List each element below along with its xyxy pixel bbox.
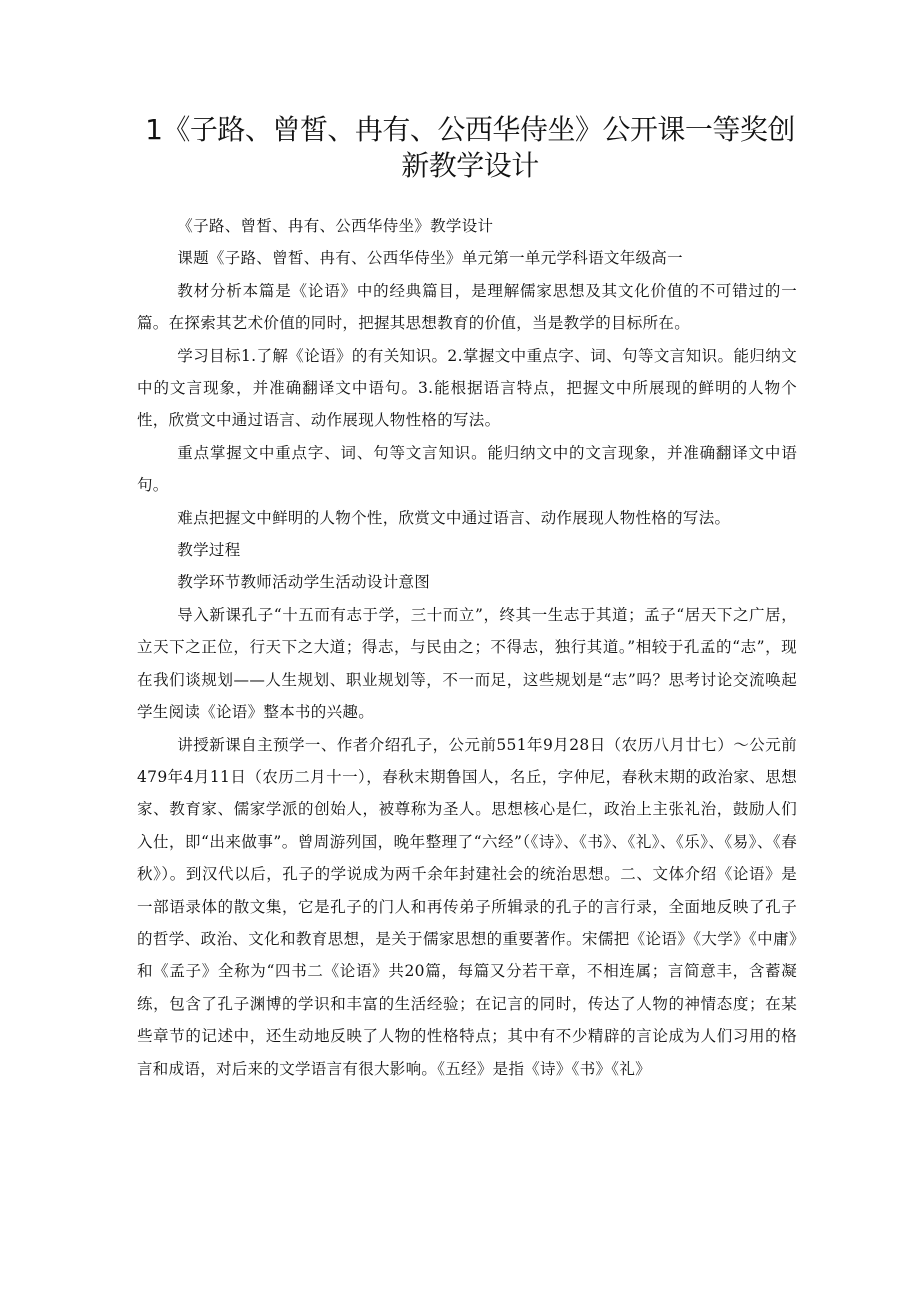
paragraph-teaching-table-header: 教学环节教师活动学生活动设计意图 <box>177 573 431 592</box>
paragraph-new-lesson: 讲授新课自主预学一、作者介绍孔子，公元前551年9月28日（农历八月廿七）～公元前479年4月11日（农历二月十一），春秋末期鲁国人，名丘，字仲尼，春秋末期的政治家、思想家、教育家、儒家学派的创始人，被尊称为圣人。思想核心是仁，政治上主张礼治，鼓励人们入仕，即“出来做事”。曾周游列国，晚年整理了“六经”（《诗》、《书》、《礼》、《乐》、《易》、《春秋》）。到汉代以后，孔子的学说成为两千余年封建社会的统治思想。二、文体介绍《论语》是一部语录体的散文集，它是孔子的门人和再传弟子所辑录的孔子的言行录，全面地反映了孔子的哲学、政治、文化和教育思想，是关于儒家思想的重要著作。宋儒把《论语》《大学》《中庸》和《孟子》全称为“四书二《论语》共20篇，每篇又分若干章，不相连属；言简意丰，含蓄凝练，包含了孔子渊博的学识和丰富的生活经验；在记言的同时，传达了人物的神情态度；在某些章节的记述中，还生动地反映了人物的性格特点；其中有不少精辟的言论成为人们习用的格言和成语，对后来的文学语言有很大影响。《五经》是指《诗》《书》《礼》 <box>137 735 797 1078</box>
paragraph-key-points: 重点掌握文中重点字、词、句等文言知识。能归纳文中的文言现象，并准确翻译文中语句。 <box>137 443 797 495</box>
document-title <box>140 112 800 184</box>
paragraph-material-analysis: 教材分析本篇是《论语》中的经典篇目，是理解儒家思想及其文化价值的不可错过的一篇。在探索其艺术价值的同时，把握其思想教育的价值，当是教学的目标所在。 <box>137 281 797 333</box>
paragraph-learning-goals: 学习目标1.了解《论语》的有关知识。2.掌握文中重点字、词、句等文言知识。能归纳文中的文言现象，并准确翻译文中语句。3.能根据语言特点，把握文中所展现的鲜明的人物个性，欣赏文中通过语言、动作展现人物性格的写法。 <box>137 346 797 430</box>
paragraph-design-heading: 《子路、曾皙、冉有、公西华侍坐》教学设计 <box>177 217 494 235</box>
paragraph-introduction: 导入新课孔子“十五而有志于学，三十而立”，终其一生志于其道；孟子“居天下之广居，立天下之正位，行天下之大道；得志，与民由之；不得志，独行其道。”相较于孔孟的“志”，现在我们谈规划——人生规划、职业规划等，不一而足，这些规划是“志”吗？思考讨论交流唤起学生阅读《论语》整本书的兴趣。 <box>137 605 797 722</box>
title-line-1: 1《子路、曾皙、冉有、公西华侍坐》公开课一等奖创 <box>145 113 795 146</box>
document-body <box>137 210 797 1085</box>
paragraph-teaching-process: 教学过程 <box>177 541 241 560</box>
title-line-2: 新教学设计 <box>401 149 539 182</box>
paragraph-difficulties: 难点把握文中鲜明的人物个性，欣赏文中通过语言、动作展现人物性格的写法。 <box>177 508 731 527</box>
paragraph-course-info: 课题《子路、曾皙、冉有、公西华侍坐》单元第一单元学科语文年级高一 <box>177 249 683 268</box>
